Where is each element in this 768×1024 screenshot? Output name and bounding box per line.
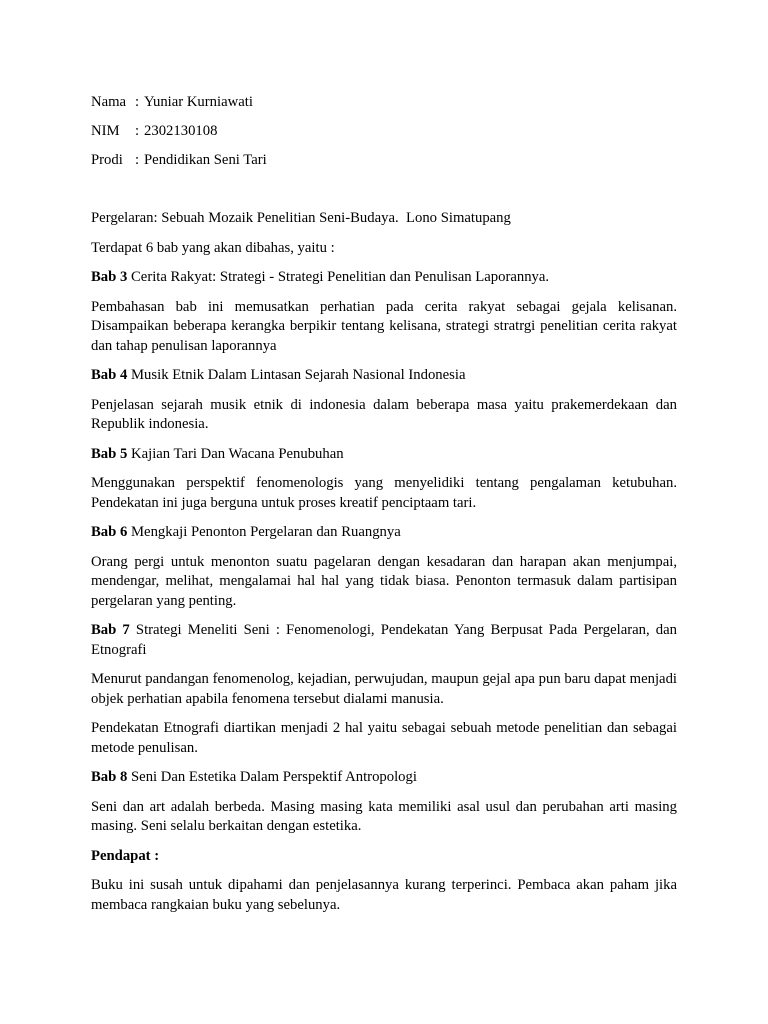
nama-separator: : [135,94,140,110]
opinion-text: Buku ini susah untuk dipahami dan penjelasannya kurang terperinci. Pembaca akan paham jika membaca rangkaian buku yang sebelunya. [91,877,677,913]
chapter-label: Bab 3 [91,269,128,285]
nama-label: Nama [91,94,127,110]
opinion-heading: Pendapat : [91,847,160,864]
chapter-label: Bab 4 [91,367,128,383]
chapter-paragraph: Pembahasan bab ini memusatkan perhatian pada cerita rakyat sebagai gejala kelisanan. Disampaikan beberapa kerangka berpikir tentang kelisana, strategi stratrgi penelitian cerita rakyat dan tahap penulisan laporannya [91,298,677,354]
nim-label: NIM [91,123,120,139]
chapter-title: Seni Dan Estetika Dalam Perspektif Antropologi [131,769,417,785]
chapter-heading [91,445,677,465]
prodi-value: Pendidikan Seni Tari [144,152,267,168]
chapter-label: Bab 6 [91,524,128,540]
identity-nama-row [91,93,677,112]
book-title: Pergelaran: Sebuah Mozaik Penelitian Seni-Budaya. Lono Simatupang [91,210,511,226]
chapter-title: Mengkaji Penonton Pergelaran dan Ruangnya [131,524,401,540]
chapter-heading [91,268,677,288]
section-spacer [91,180,677,209]
chapter-label: Bab 7 [91,622,130,638]
chapter-title: Cerita Rakyat: Strategi - Strategi Penelitian dan Penulisan Laporannya. [131,269,550,285]
prodi-label: Prodi [91,152,123,168]
nim-separator: : [135,123,140,139]
chapter-label: Bab 8 [91,769,128,785]
identity-nim-row [91,122,677,141]
nama-value: Yuniar Kurniawati [144,94,253,110]
chapter-paragraph: Seni dan art adalah berbeda. Masing masing kata memiliki asal usul dan perubahan arti masing masing. Seni selalu berkaitan dengan estetika. [91,798,677,834]
chapter-paragraph: Menggunakan perspektif fenomenologis yang menyelidiki tentang pengalaman ketubuhan. Pendekatan ini juga berguna untuk proses kreatif penciptaam tari. [91,475,677,511]
chapter-heading [91,366,677,386]
chapter-paragraph: Orang pergi untuk menonton suatu pagelaran dengan kesadaran dan harapan akan menjumpai, mendengar, melihat, mengalamai hal hal yang tidak biasa. Penonton termasuk dalam partisipan pergelaran yang penting. [91,553,677,609]
chapter-list [91,268,677,837]
prodi-separator: : [135,152,140,168]
nim-value: 2302130108 [144,123,218,139]
chapter-heading [91,621,677,660]
chapter-title: Musik Etnik Dalam Lintasan Sejarah Nasional Indonesia [131,367,466,383]
chapter-title: Strategi Meneliti Seni : Fenomenologi, Pendekatan Yang Berpusat Pada Pergelaran, dan Etnografi [91,622,677,658]
intro-text: Terdapat 6 bab yang akan dibahas, yaitu : [91,239,335,256]
document-page [91,93,677,925]
chapter-paragraph: Pendekatan Etnografi diartikan menjadi 2 hal yaitu sebagai sebuah metode penelitian dan sebagai metode penulisan. [91,720,677,756]
chapter-heading [91,768,677,788]
chapter-paragraph: Menurut pandangan fenomenolog, kejadian, perwujudan, maupun gejal apa pun baru dapat menjadi objek perhatian apabila fenomena tersebut dialami manusia. [91,671,677,707]
chapter-heading [91,523,677,543]
identity-prodi-row [91,151,677,170]
chapter-label: Bab 5 [91,445,128,462]
chapter-paragraph: Penjelasan sejarah musik etnik di indonesia dalam beberapa masa yaitu prakemerdekaan dan Republik indonesia. [91,396,677,432]
chapter-title: Kajian Tari Dan Wacana Penubuhan [131,445,344,462]
